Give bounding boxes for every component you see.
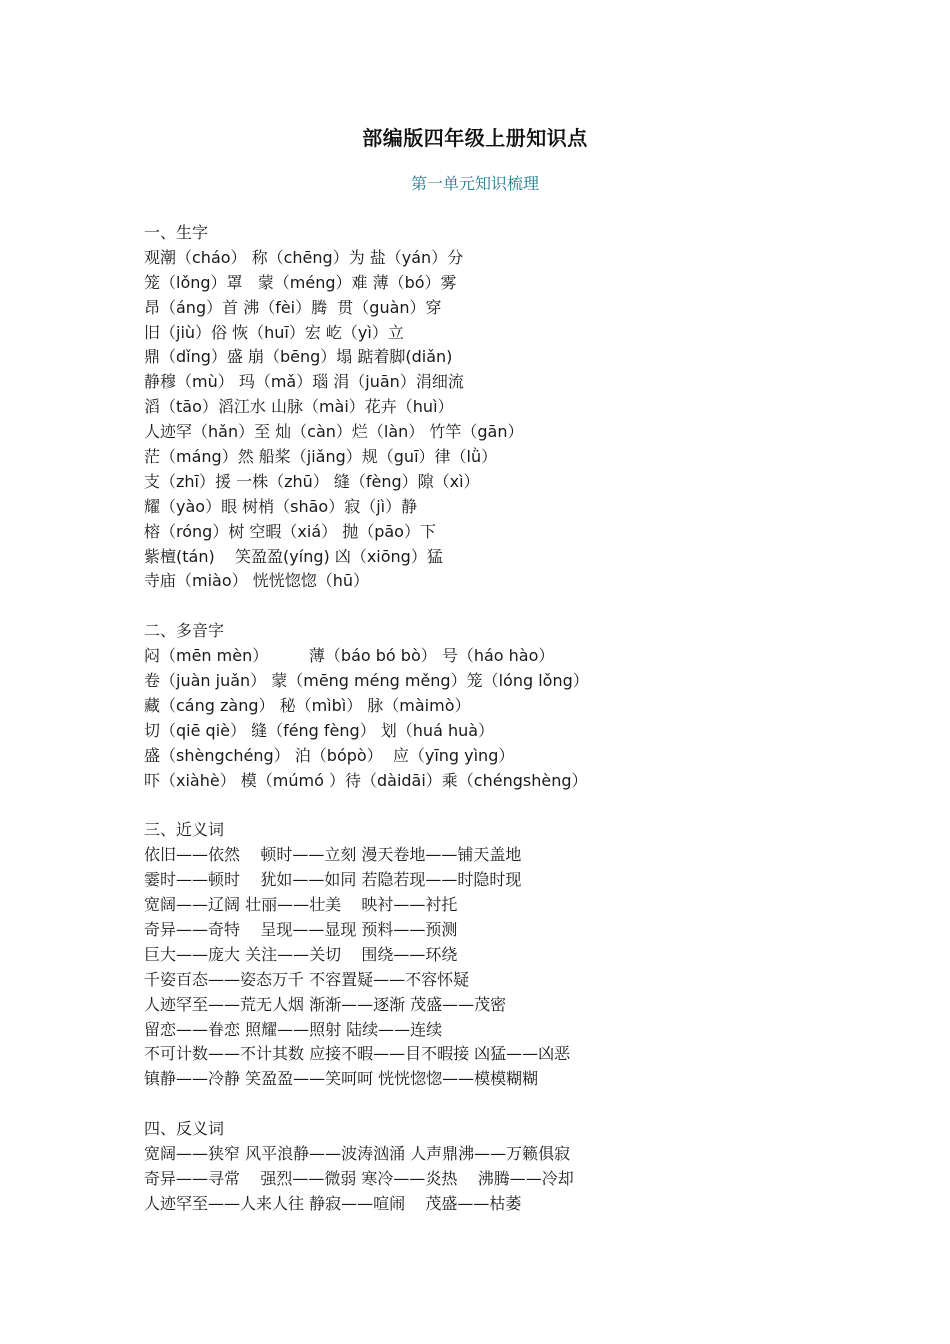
text-line: 旧（jiù）俗 恢（huī）宏 屹（yì）立 [144,322,404,342]
section-heading: 三、近义词 [144,820,225,840]
text-line: 支（zhī）援 一株（zhū） 缝（fèng）隙（xì） [144,471,480,491]
text-line: 观潮（cháo） 称（chēng）为 盐（yán）分 [144,247,464,267]
text-line: 榕（róng）树 空暇（xiá） 抛（pāo）下 [144,521,436,541]
text-line: 寺庙（miào） 恍恍惚惚（hū） [144,571,369,591]
text-line: 人迹罕至——人来人往 静寂——喧闹 茂盛——枯萎 [144,1193,522,1213]
section-shengzi [144,221,824,594]
text-line: 不可计数——不计其数 应接不暇——目不暇接 凶猛——凶恶 [144,1044,571,1064]
text-line: 鼎（dǐng）盛 崩（bēng）塌 踮着脚(diǎn) [144,347,453,367]
text-line: 吓（xiàhè） 模（múmó ）待（dàidāi）乘（chéngshèng） [144,770,588,790]
section-heading: 一、生字 [144,223,209,242]
document-content [144,221,824,1242]
text-line: 茫（máng）然 船桨（jiǎng）规（guī）律（lǜ） [144,447,498,467]
text-line: 镇静——冷静 笑盈盈——笑呵呵 恍恍惚惚——模模糊糊 [144,1069,539,1089]
text-line: 依旧——依然 顿时——立刻 漫天卷地——铺天盖地 [144,845,522,865]
text-line: 闷（mēn mèn） 薄（báo bó bò） 号（háo hào） [144,646,555,666]
text-line: 切（qiē qiè） 缝（féng fèng） 划（huá huà） [144,720,495,740]
text-line: 人迹罕（hǎn）至 灿（càn）烂（làn） 竹竿（gān） [144,422,524,442]
text-line: 奇异——寻常 强烈——微弱 寒冷——炎热 沸腾——冷却 [144,1168,574,1188]
text-line: 紫檀(tán) 笑盈盈(yíng) 凶（xiōng）猛 [144,546,443,566]
text-line: 藏（cáng zàng） 秘（mìbì） 脉（màimò） [144,695,471,715]
section-heading: 四、反义词 [144,1119,225,1139]
text-line: 卷（juàn juǎn） 蒙（mēng méng měng）笼（lóng lǒng） [144,671,589,691]
text-line: 人迹罕至——荒无人烟 渐渐——逐渐 茂盛——茂密 [144,994,507,1014]
text-line: 巨大——庞大 关注——关切 围绕——环绕 [144,944,458,964]
text-line: 留恋——眷恋 照耀——照射 陆续——连续 [144,1019,443,1039]
text-line: 宽阔——辽阔 壮丽——壮美 映衬——衬托 [144,895,458,915]
text-line: 昂（áng）首 沸（fèi）腾 贯（guàn）穿 [144,297,442,317]
section-fanyici [144,1117,824,1217]
page-subtitle: 第一单元知识梳理 [410,174,539,193]
text-line: 盛（shèngchéng） 泊（bópò） 应（yīng yìng） [144,745,515,765]
text-line: 千姿百态——姿态万千 不容置疑——不容怀疑 [144,969,470,989]
section-jinyici [144,818,824,1092]
text-line: 静穆（mù） 玛（mǎ）瑙 涓（juān）涓细流 [144,372,464,392]
text-line: 霎时——顿时 犹如——如同 若隐若现——时隐时现 [144,870,522,890]
text-line: 耀（yào）眼 树梢（shāo）寂（jì）静 [144,496,418,516]
text-line: 奇异——奇特 呈现——显现 预料——预测 [144,919,458,939]
page-title: 部编版四年级上册知识点 [362,126,588,150]
section-heading: 二、多音字 [144,621,225,641]
text-line: 笼（lǒng）罩 蒙（méng）难 薄（bó）雾 [144,272,457,292]
section-duoyinzi [144,619,824,793]
text-line: 滔（tāo）滔江水 山脉（mài）花卉（huì） [144,397,454,417]
text-line: 宽阔——狭窄 风平浪静——波涛汹涌 人声鼎沸——万籁俱寂 [144,1143,571,1163]
